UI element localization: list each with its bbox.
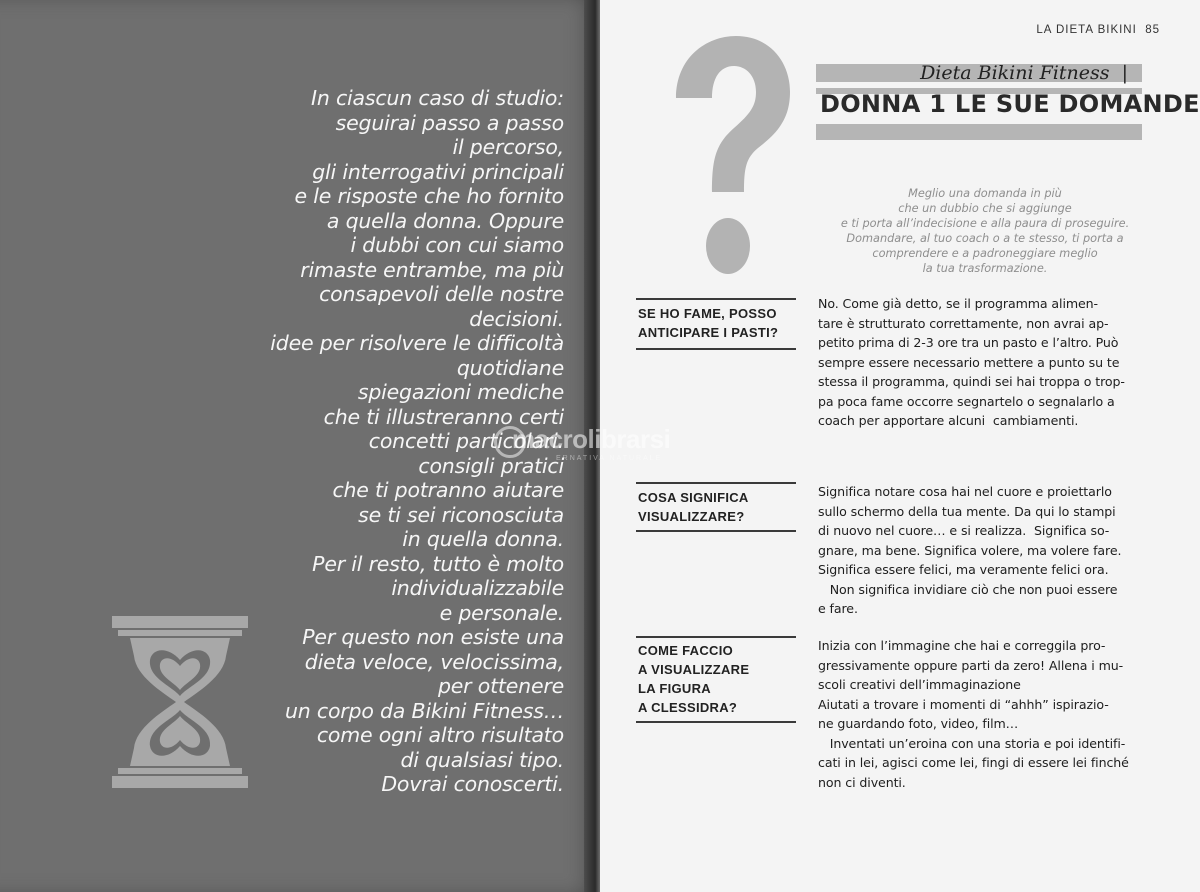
answer-text <box>818 482 1150 619</box>
answer-text <box>818 294 1150 431</box>
answer-line: Significa notare cosa hai nel cuore e proiettarlo <box>818 484 1112 499</box>
left-text-line: se ti sei riconosciuta <box>358 502 564 527</box>
left-text-line: decisioni. <box>469 306 564 331</box>
answer-line: scoli creativi dell’immaginazione <box>818 677 1021 692</box>
question-line: A VISUALIZZARE <box>638 662 750 677</box>
left-text-line: che ti illustreranno certi <box>323 404 564 429</box>
hourglass-hearts-icon <box>112 616 248 788</box>
watermark-text: macrolibrarsi <box>512 424 671 454</box>
title-main: DONNA 1 LE SUE DOMANDE <box>820 90 1200 118</box>
answer-line: No. Come già detto, se il programma alimen- <box>818 296 1098 311</box>
question-rule <box>636 298 796 300</box>
answer-line: stessa il programma, quindi sei hai troppa o trop- <box>818 374 1125 389</box>
left-text-line: in quella donna. <box>402 527 564 551</box>
answer-line: gressivamente oppure parti da zero! Allena i mu- <box>818 657 1124 673</box>
intro-quote <box>820 186 1150 276</box>
answer-line: Inventati un’eroina con una storia e poi identifi- <box>818 735 1126 751</box>
left-text-line: di qualsiasi tipo. <box>400 747 564 772</box>
answer-line: Inizia con l’immagine che hai e correggila pro- <box>818 638 1106 653</box>
answer-line: gnare, ma bene. Significa volere, ma volere fare. <box>818 542 1122 558</box>
question-rule <box>636 482 796 484</box>
answer-line: petito prima di 2-3 ore tra un pasto e l’altro. Può <box>818 335 1119 350</box>
quote-line: e ti porta all’indecisione e alla paura di proseguire. <box>840 217 1130 230</box>
left-text-line: quotidiane <box>456 355 564 380</box>
question-rule <box>636 636 796 638</box>
left-text-line: a quella donna. Oppure <box>326 208 564 233</box>
left-text-line: come ogni altro risultato <box>316 723 564 747</box>
question-line: ANTICIPARE I PASTI? <box>638 325 779 340</box>
question-line: COSA SIGNIFICA <box>638 490 749 505</box>
left-text-line: il percorso, <box>452 135 564 159</box>
question-mark-icon <box>672 36 792 278</box>
left-text-line: consapevoli delle nostre <box>319 282 564 306</box>
chapter-title <box>816 60 1200 144</box>
left-text-line: e le risposte che ho fornito <box>294 184 564 208</box>
left-text-line: per ottenere <box>437 674 564 698</box>
answer-line: tare è strutturato correttamente, non avrai ap- <box>818 315 1109 331</box>
answer-line: e fare. <box>818 601 858 616</box>
answer-line: Non significa invidiare ciò che non puoi essere <box>818 581 1118 597</box>
answer-line: sempre essere necessario mettere a punto su te <box>818 354 1120 370</box>
title-band <box>816 124 1142 140</box>
left-text-line: In ciascun caso di studio: <box>310 86 564 110</box>
quote-line: la tua trasformazione. <box>922 262 1048 275</box>
answer-line: Significa essere felici, ma veramente felici ora. <box>818 562 1109 577</box>
left-text-line: rimaste entrambe, ma più <box>300 257 564 282</box>
answer-line: cati in lei, agisci come lei, fingi di essere lei finché <box>818 755 1129 770</box>
question-label <box>638 304 798 342</box>
left-text-line: concetti particolari. <box>368 429 564 453</box>
left-text-line: che ti potranno aiutare <box>332 478 564 502</box>
left-text-line: dieta veloce, velocissima, <box>304 649 564 674</box>
question-line: SE HO FAME, POSSO <box>638 306 777 321</box>
header-title: LA DIETA BIKINI <box>1036 24 1137 36</box>
quote-line: Meglio una domanda in più <box>908 187 1062 200</box>
answer-line: Aiutati a trovare i momenti di “ahhh” ispirazio- <box>818 696 1109 712</box>
answer-line: pa poca fame occorre segnartelo o segnalarlo a <box>818 393 1115 409</box>
quote-line: comprendere e a padroneggiare meglio <box>872 247 1098 260</box>
watermark-subtext: ERNATIVA NATURALE <box>556 455 663 462</box>
left-text-line: Per questo non esiste una <box>302 625 564 649</box>
left-text-line: gli interrogativi principali <box>312 159 564 184</box>
left-text-line: idee per risolvere le difficoltà <box>270 331 564 355</box>
question-line: VISUALIZZARE? <box>638 509 745 524</box>
left-text-line: Dovrai conoscerti. <box>381 772 564 796</box>
quote-line: Domandare, al tuo coach o a te stesso, ti porta a <box>846 232 1124 245</box>
left-text-line: Per il resto, tutto è molto <box>312 551 564 576</box>
left-text-line: un corpo da Bikini Fitness… <box>284 698 564 723</box>
question-rule <box>636 721 796 723</box>
left-text-line: i dubbi con cui siamo <box>350 233 564 257</box>
left-text-line: consigli pratici <box>418 453 564 478</box>
answer-line: coach per apportare alcuni cambiamenti. <box>818 413 1079 428</box>
question-rule <box>636 530 796 532</box>
left-text-line: seguirai passo a passo <box>335 110 564 135</box>
answer-line: sullo schermo della tua mente. Da qui lo stampi <box>818 503 1116 519</box>
question-label <box>638 641 798 717</box>
question-line: A CLESSIDRA? <box>638 700 738 715</box>
left-text-line: e personale. <box>439 600 564 625</box>
answer-text <box>818 636 1150 792</box>
title-script: Dieta Bikini Fitness | <box>920 62 1128 84</box>
left-text-line: individualizzabile <box>391 576 564 600</box>
question-line: COME FACCIO <box>638 643 734 658</box>
left-text-line: spiegazioni mediche <box>357 380 564 404</box>
answer-line: ne guardando foto, video, film… <box>818 716 1019 731</box>
quote-line: che un dubbio che si aggiunge <box>898 202 1072 215</box>
question-line: LA FIGURA <box>638 681 711 696</box>
answer-line: di nuovo nel cuore… e si realizza. Significa so- <box>818 523 1110 538</box>
page-number: 85 <box>1145 24 1160 36</box>
question-rule <box>636 348 796 350</box>
question-label <box>638 488 798 526</box>
answer-line: non ci diventi. <box>818 774 906 790</box>
running-header <box>1036 24 1160 36</box>
